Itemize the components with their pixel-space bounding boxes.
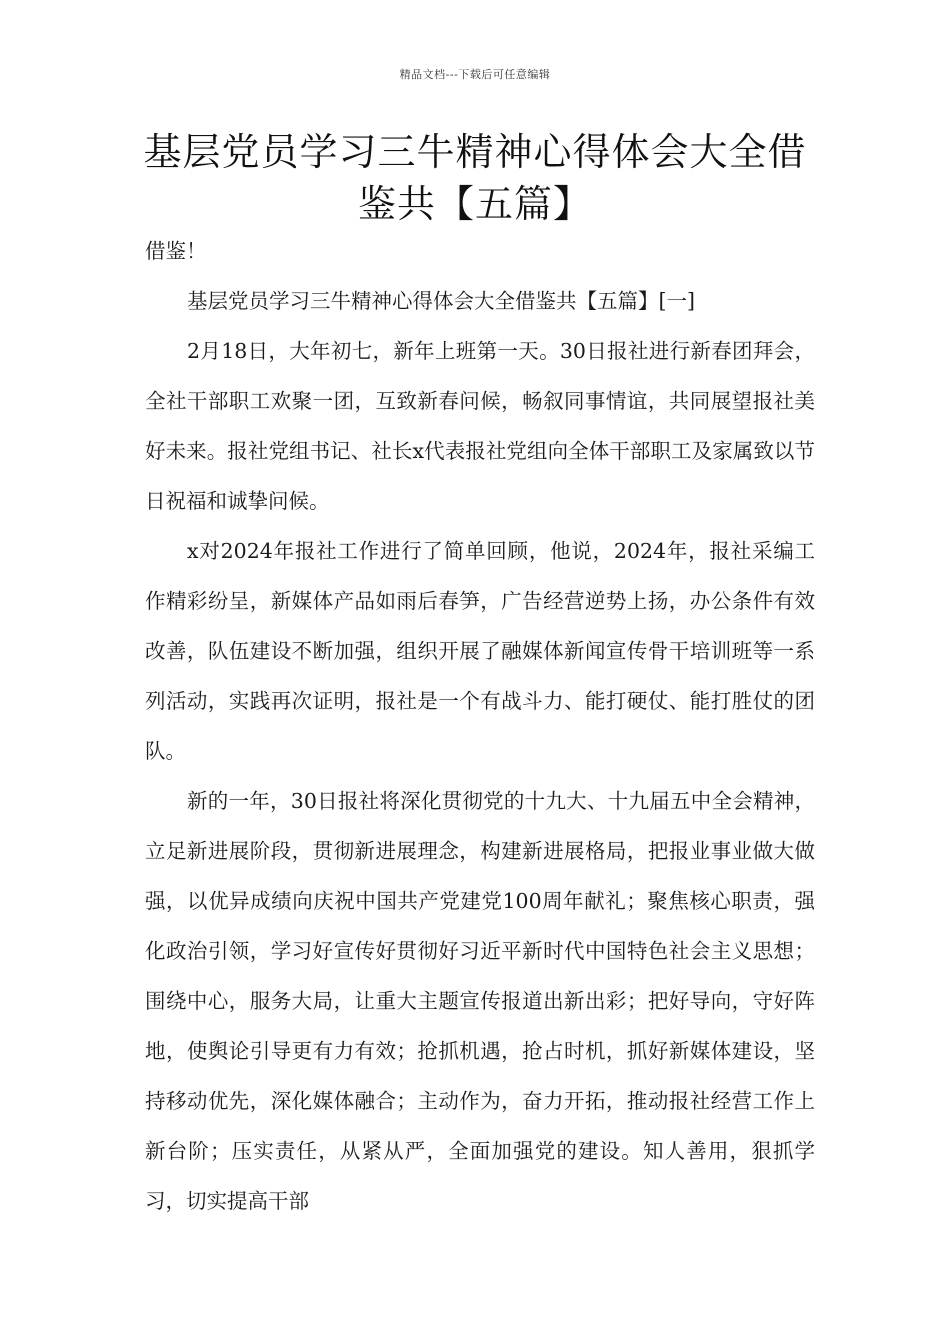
document-title <box>110 126 840 230</box>
paragraph: 新的一年，30日报社将深化贯彻党的十九大、十九届五中全会精神，立足新进展阶段，贯彻新进展理念，构建新进展格局，把报业事业做大做强，以优异成绩向庆祝中国共产党建党100周年献礼；聚焦核心职责，强化政治引领，学习好宣传好贯彻好习近平新时代中国特色社会主义思想；围绕中心，服务大局，让重大主题宣传报道出新出彩；把好导向，守好阵地，使舆论引导更有力有效；抢抓机遇，抢占时机，抓好新媒体建设，坚持移动优先，深化媒体融合；主动作为，奋力开拓，推动报社经营工作上新台阶；压实责任，从紧从严，全面加强党的建设。知人善用，狠抓学习，切实提高干部 <box>145 789 815 1213</box>
title-line-1: 基层党员学习三牛精神心得体会大全借 <box>143 130 807 174</box>
title-line-2: 鉴共【五篇】 <box>357 182 592 226</box>
document-body <box>145 226 815 1226</box>
paragraph-intro: 借鉴！ <box>145 239 207 263</box>
paragraph: x对2024年报社工作进行了简单回顾，他说，2024年，报社采编工作精彩纷呈，新媒体产品如雨后春笋，广告经营逆势上扬，办公条件有效改善，队伍建设不断加强，组织开展了融媒体新闻宣传骨干培训班等一系列活动，实践再次证明，报社是一个有战斗力、能打硬仗、能打胜仗的团队。 <box>145 539 815 763</box>
paragraph-section-heading: 基层党员学习三牛精神心得体会大全借鉴共【五篇】[一] <box>187 289 696 313</box>
header-note: 精品文档---下载后可任意编辑 <box>399 68 551 81</box>
paragraph: 2月18日，大年初七，新年上班第一天。30日报社进行新春团拜会，全社干部职工欢聚一团，互致新春问候，畅叙同事情谊，共同展望报社美好未来。报社党组书记、社长x代表报社党组向全体干部职工及家属致以节日祝福和诚挚问候。 <box>145 339 815 513</box>
